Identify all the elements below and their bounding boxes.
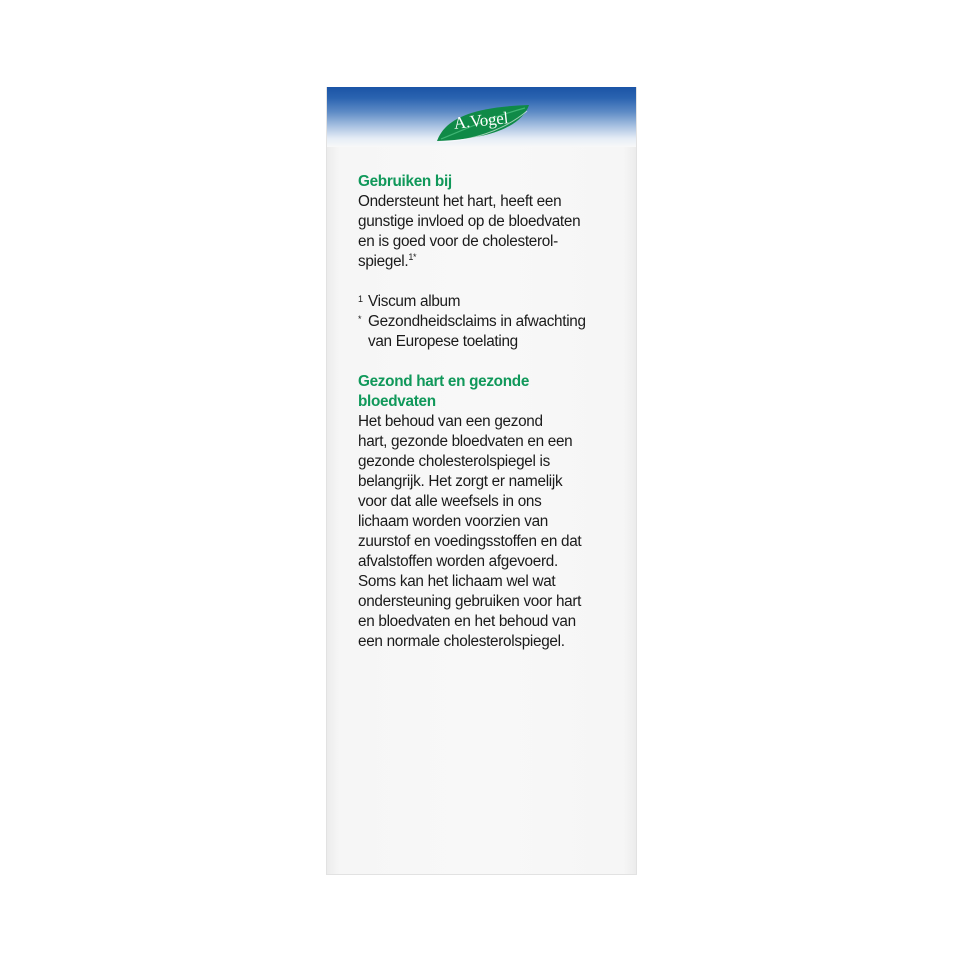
footnote-text: Viscum album [368,293,461,310]
footnote-text: Gezondheidsclaims in afwachting van Europese toelating [368,313,586,350]
section-body-gebruiken-bij [358,192,628,272]
logo-text: A.Vogel [452,108,510,133]
footnote-mark: 1 [358,294,363,304]
footnote-item [358,312,628,352]
avogel-logo [431,101,531,145]
usage-text: Ondersteunt het hart, heeft een gunstige invloed op de bloedvaten en is goed voor de cholesterol- spiegel. [358,193,581,270]
section-body-gezond-hart: Het behoud van een gezond hart, gezonde bloedvaten en een gezonde cholesterolspiegel is belangrijk. Het zorgt er namelijk voor dat alle weefsels in ons lichaam worden voorzien van zuurstof en voedingsstoffen en dat afvalstoffen worden afgevoerd. Soms kan het lichaam wel wat ondersteuning gebruiken voor hart en bloedvaten en het behoud van een normale cholesterolspiegel. [358,413,582,650]
product-side-panel [326,87,637,875]
section-heading-gebruiken-bij: Gebruiken bij [358,173,452,190]
footnote-mark: * [358,314,362,324]
footnote-item [358,292,628,312]
footnote-reference: 1* [408,252,417,262]
section-heading-gezond-hart: Gezond hart en gezonde bloedvaten [358,373,530,410]
panel-content [358,172,628,652]
